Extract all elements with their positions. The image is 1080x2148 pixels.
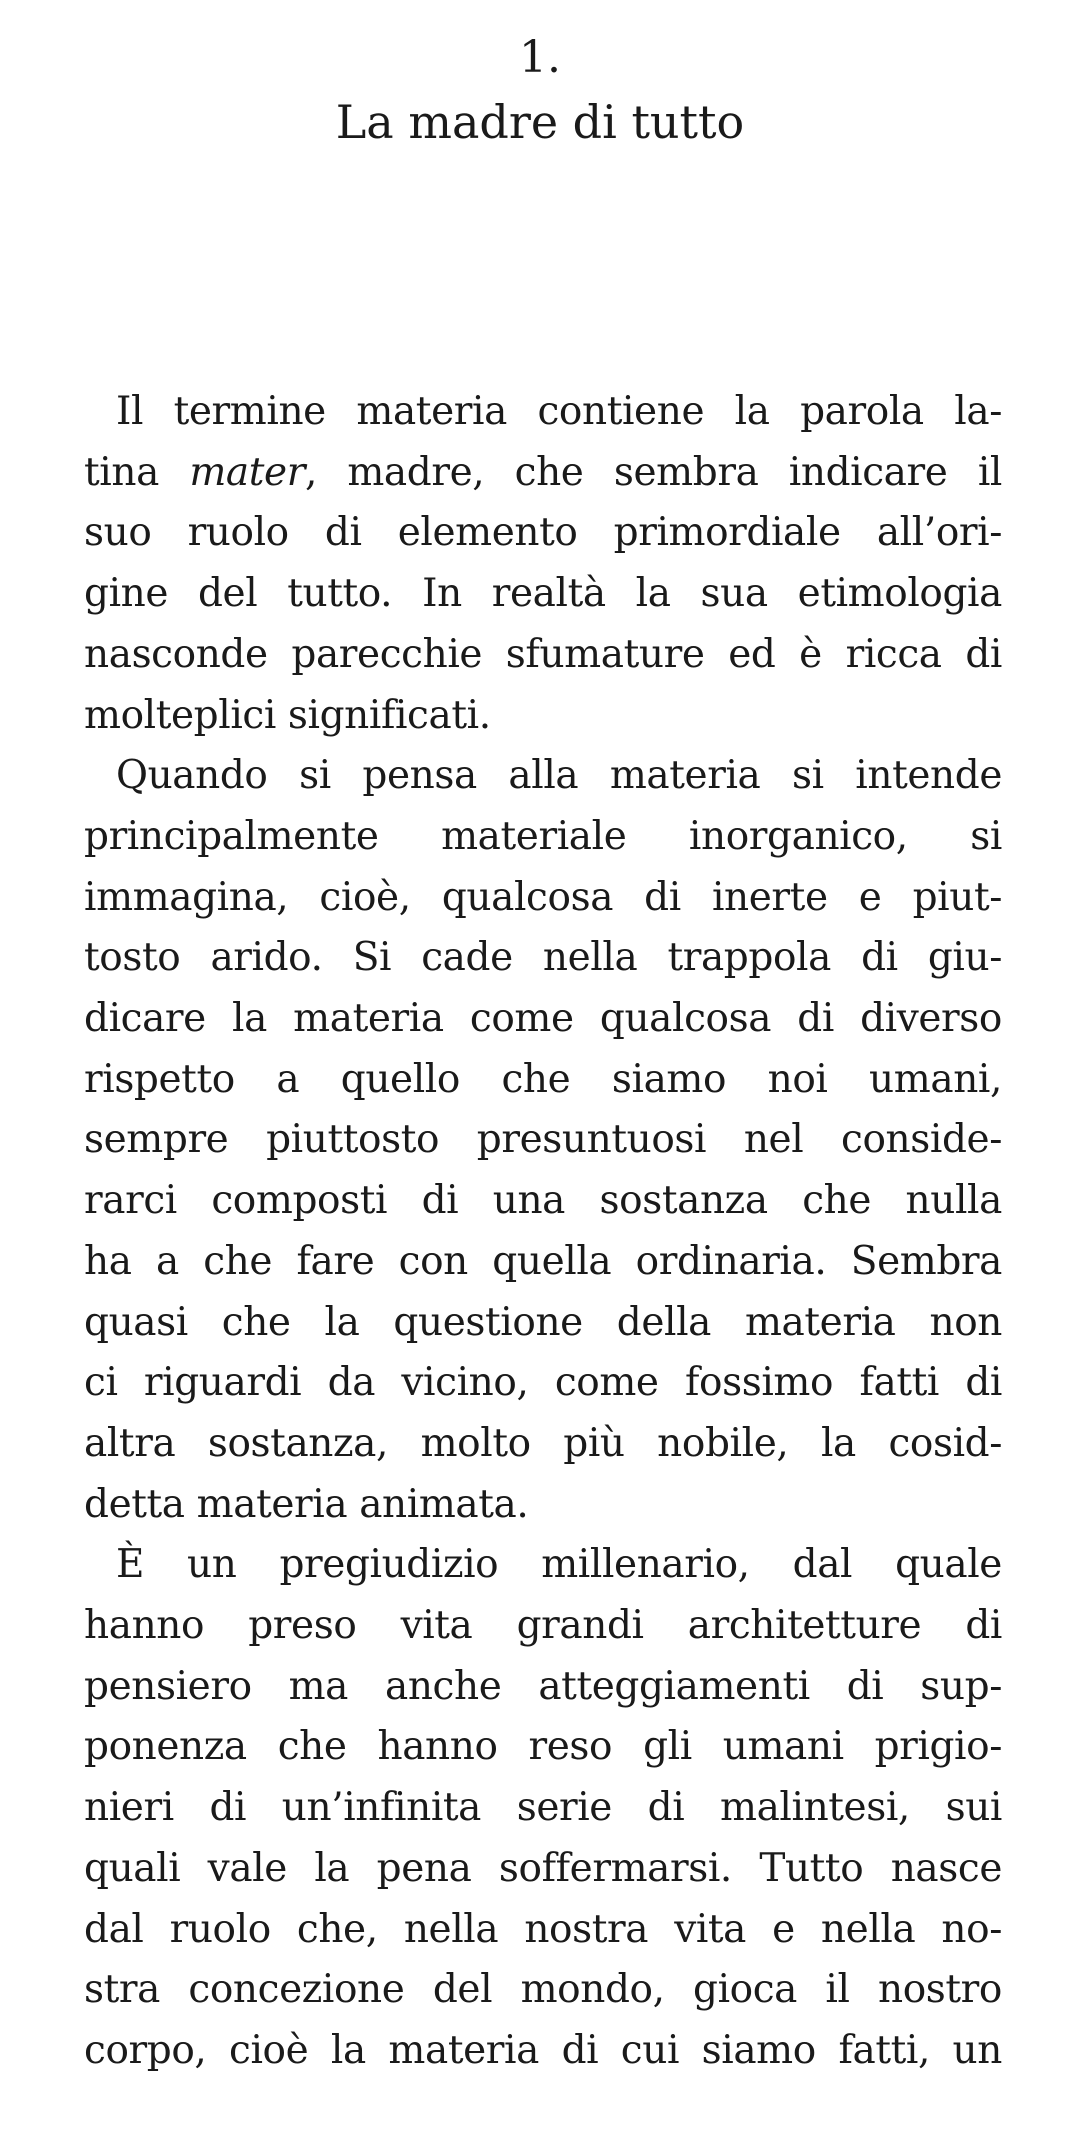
text-line — [84, 1232, 1002, 1293]
text-run: sempre piuttosto presuntuosi nel conside- — [84, 1117, 1002, 1163]
text-run: suo ruolo di elemento primordiale all’ori- — [84, 510, 1002, 556]
text-line — [84, 1353, 1002, 1414]
text-line — [84, 1839, 1002, 1900]
paragraph — [84, 746, 1002, 1535]
text-run: , madre, che sembra indicare il — [304, 449, 1002, 495]
text-run: molteplici significati. — [84, 692, 491, 738]
text-line — [84, 686, 1002, 747]
text-line — [84, 1596, 1002, 1657]
text-line — [84, 1050, 1002, 1111]
text-line — [84, 1475, 1002, 1536]
text-run: nieri di un’infinita serie di malintesi, sui — [84, 1785, 1002, 1831]
text-line — [84, 807, 1002, 868]
text-run: nasconde parecchie sfumature ed è ricca di — [84, 631, 1002, 677]
text-run: gine del tutto. In realtà la sua etimologia — [84, 571, 1002, 617]
text-run: È un pregiudizio millenario, dal quale — [116, 1542, 1002, 1588]
text-line — [84, 1171, 1002, 1232]
text-run: detta materia animata. — [84, 1481, 529, 1527]
book-body-text — [84, 382, 1002, 2082]
paragraph — [84, 1535, 1002, 2081]
text-line — [84, 503, 1002, 564]
text-run: rispetto a quello che siamo noi umani, — [84, 1056, 1002, 1102]
text-run: Quando si pensa alla materia si intende — [116, 753, 1002, 799]
text-run: altra sostanza, molto più nobile, la cosid- — [84, 1420, 1002, 1466]
text-run: quali vale la pena soffermarsi. Tutto nasce — [84, 1845, 1002, 1891]
paragraph — [84, 382, 1002, 746]
text-line — [84, 1535, 1002, 1596]
text-run: ha a che fare con quella ordinaria. Sembra — [84, 1238, 1002, 1284]
text-run: ponenza che hanno reso gli umani prigio- — [84, 1724, 1002, 1770]
text-run: immagina, cioè, qualcosa di inerte e piut- — [84, 874, 1002, 920]
chapter-title: La madre di tutto — [335, 95, 745, 149]
text-line — [84, 625, 1002, 686]
text-run: Il termine materia contiene la parola la- — [116, 389, 1002, 434]
text-run: tosto arido. Si cade nella trappola di giu- — [84, 935, 1002, 981]
text-line — [84, 1110, 1002, 1171]
text-run: ci riguardi da vicino, come fossimo fatti di — [84, 1360, 1002, 1406]
text-run: dicare la materia come qualcosa di diverso — [84, 996, 1002, 1042]
emphasized-word: mater — [189, 449, 305, 495]
text-run: rarci composti di una sostanza che nulla — [84, 1178, 1002, 1224]
text-line — [84, 1717, 1002, 1778]
text-run: hanno preso vita grandi architetture di — [84, 1603, 1002, 1649]
text-line — [84, 1960, 1002, 2021]
text-line — [84, 2021, 1002, 2082]
text-line — [84, 928, 1002, 989]
text-run: dal ruolo che, nella nostra vita e nella no- — [84, 1906, 1002, 1952]
text-line — [84, 1657, 1002, 1718]
text-run: quasi che la questione della materia non — [84, 1299, 1002, 1345]
text-run: principalmente materiale inorganico, si — [84, 813, 1002, 859]
text-run: corpo, cioè la materia di cui siamo fatti, un — [84, 2027, 1002, 2073]
text-line — [84, 746, 1002, 807]
text-run: tina — [84, 449, 190, 495]
text-line — [84, 1900, 1002, 1961]
text-line — [84, 1778, 1002, 1839]
text-line — [84, 868, 1002, 929]
text-line — [84, 443, 1002, 504]
text-run: pensiero ma anche atteggiamenti di sup- — [84, 1663, 1002, 1709]
text-line — [84, 382, 1002, 443]
text-line — [84, 564, 1002, 625]
chapter-number: 1. — [519, 32, 561, 83]
text-line — [84, 989, 1002, 1050]
text-line — [84, 1293, 1002, 1354]
text-line — [84, 1414, 1002, 1475]
text-run: stra concezione del mondo, gioca il nostro — [84, 1967, 1002, 2013]
